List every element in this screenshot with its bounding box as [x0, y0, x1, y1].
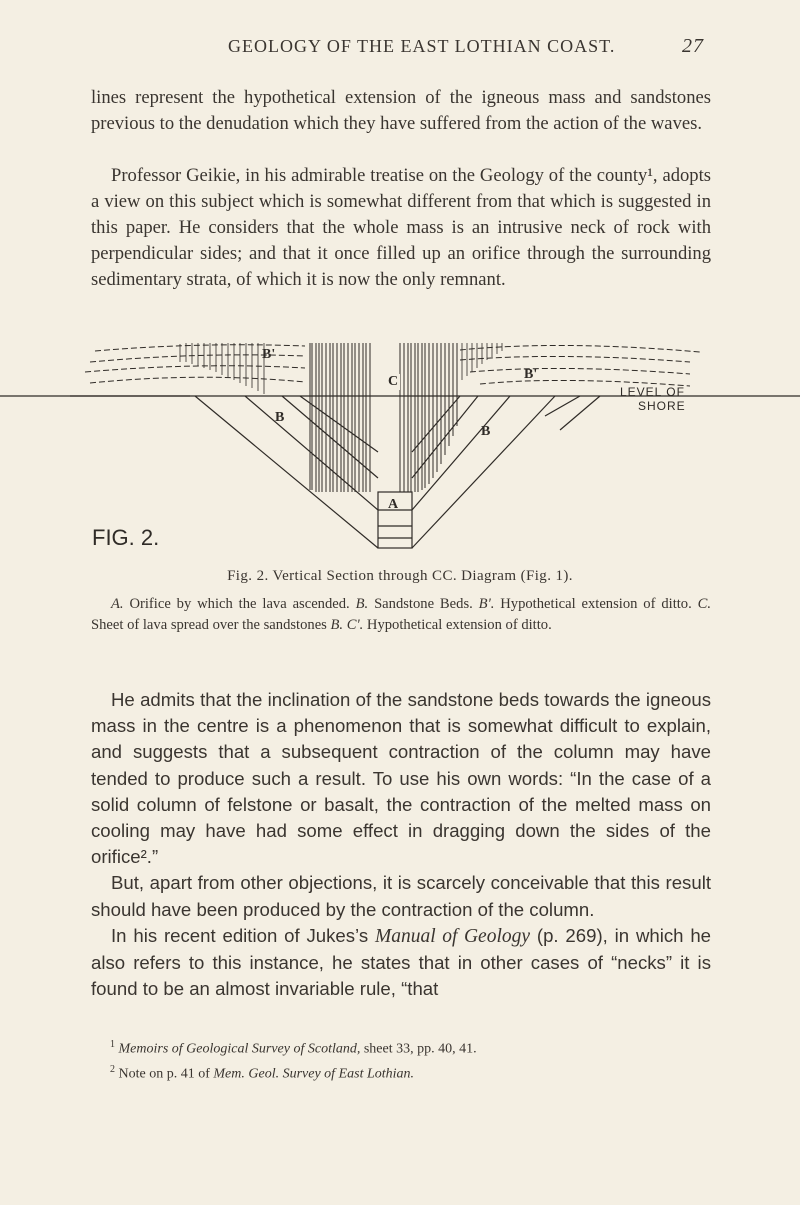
label-a: A — [388, 497, 399, 512]
hypothetical-right — [460, 345, 700, 386]
paragraph-1: lines represent the hypothetical extension of the igneous mass and sandstones previous to the denudation which they have suffered from the action of the waves. — [91, 87, 711, 134]
right-strata — [412, 396, 600, 548]
body-text — [91, 687, 711, 1002]
shore-label: SHORE — [638, 399, 686, 413]
figure-caption-body — [91, 594, 711, 636]
body-p3-title: Manual of Geology — [375, 925, 531, 947]
caption-b-letter: B. — [355, 596, 369, 612]
caption-a-letter: A. — [111, 596, 124, 612]
body-p3-before: In his recent edition of Jukes’s — [111, 924, 369, 946]
body-paragraph-2: But, apart from other objections, it is scarcely conceivable that this result should have been produced by the contraction of the column. — [91, 872, 711, 920]
footnote-2 — [110, 1060, 710, 1085]
label-b-prime-left: B' — [262, 347, 276, 362]
caption-cp-letter: C'. — [346, 617, 364, 633]
paragraph-2: Professor Geikie, in his admirable treatise on the Geology of the county¹, adopts a view on this subject which is somewhat different from that which is suggested in this paper. He considers that the whole mass is an intrusive neck of rock with perpendicular sides; and that it once filled up an orifice through the surrounding sedimentary strata, of which it is now the only remnant. — [91, 165, 711, 290]
lava-sheet-left — [180, 343, 264, 394]
label-b-prime-right: B' — [524, 367, 538, 382]
body-paragraph-1: He admits that the inclination of the sandstone beds towards the igneous mass in the centre is a phenomenon that is somewhat difficult to explain, and suggests that a subsequent contraction of the column may have tended to produce such a result. To use his own words: “In the case of a solid column of felstone or basalt, the contraction of the melted mass on cooling may have had some effect in dragging down the sides of the orifice².” — [91, 689, 711, 868]
lava-column — [310, 343, 457, 492]
caption-a-text: Orifice by which the lava ascended. — [129, 596, 350, 612]
footnotes — [110, 1035, 710, 1084]
caption-b-text: Sandstone Beds. — [374, 596, 473, 612]
lava-sheet-right — [462, 343, 502, 380]
body-paragraph-3 — [91, 923, 711, 1003]
caption-c-text: Sheet of lava spread over the sandstones — [91, 617, 327, 633]
footnote-1-mark: 1 — [110, 1039, 115, 1050]
label-b-left: B — [275, 410, 285, 425]
body-p3-after: (p. 269), in which he also refers to this instance, he states that in other cases of “necks” it is found to be an almost invariable rule, “that — [91, 924, 712, 1000]
footnote-1-rest: sheet 33, pp. 40, 41. — [363, 1041, 477, 1057]
page-number: 27 — [682, 35, 704, 57]
caption-c-b: B. — [330, 617, 344, 633]
footnote-2-title: Mem. Geol. Survey of East Lothian. — [213, 1066, 415, 1082]
level-of-label: LEVEL OF — [620, 385, 685, 399]
footnote-1-title: Memoirs of Geological Survey of Scotland, — [118, 1041, 361, 1057]
label-c: C — [388, 374, 399, 389]
figure-caption-title: Fig. 2. Vertical Section through CC. Diagram (Fig. 1). — [227, 568, 573, 584]
caption-bp-letter: B'. — [478, 596, 495, 612]
footnote-2-mark: 2 — [110, 1063, 115, 1075]
caption-c-letter: C. — [697, 596, 712, 612]
caption-bp-text: Hypothetical extension of ditto. — [500, 596, 692, 612]
caption-cp-text: Hypothetical extension of ditto. — [366, 617, 552, 633]
footnote-1 — [110, 1035, 710, 1060]
figure-label: FIG. 2. — [92, 525, 160, 550]
label-b-right: B — [481, 424, 491, 439]
footnote-2-before: Note on p. 41 of — [118, 1066, 210, 1082]
running-head-title: GEOLOGY OF THE EAST LOTHIAN COAST. — [228, 36, 616, 56]
